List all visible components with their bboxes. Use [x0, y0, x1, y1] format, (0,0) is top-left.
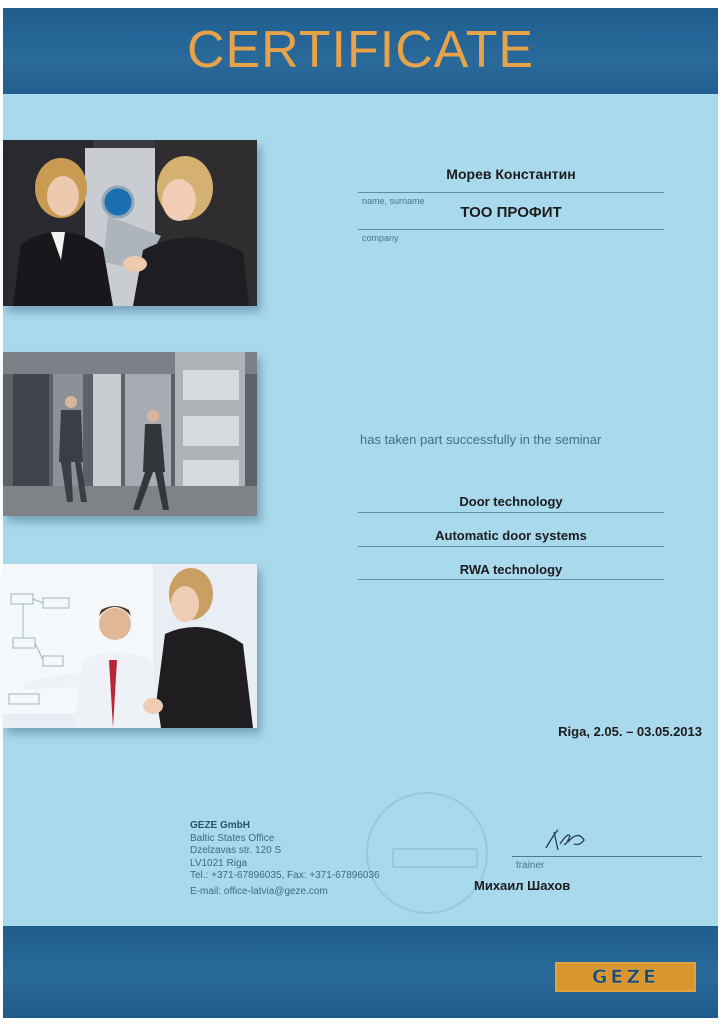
trainer-name: Михаил Шахов [474, 878, 571, 893]
seminar-topic: RWA technology [459, 562, 563, 577]
recipient-company: ТОО ПРОФИТ [460, 204, 562, 221]
seminar-topic: Automatic door systems [435, 528, 587, 543]
logo-text: GEZE [591, 966, 660, 988]
topic-underline [358, 512, 664, 513]
date-place: Riga, 2.05. – 03.05.2013 [558, 724, 702, 739]
seminar-topic: Door technology [459, 494, 563, 509]
name-underline [358, 192, 664, 193]
geze-logo [555, 962, 696, 992]
company-stamp-logo [392, 848, 478, 868]
address-city: LV1021 Riga [190, 857, 248, 869]
signature-line [512, 856, 702, 857]
seminar-intro: has taken part successfully in the seminar [360, 432, 602, 447]
address-street: Dzelzavas str. 120 S [190, 845, 282, 856]
address-email: E-mail: office-latvia@geze.com [190, 885, 328, 897]
certificate-title: CERTIFICATE [186, 21, 535, 79]
trainer-signature [540, 826, 590, 854]
trainer-label: trainer [516, 860, 545, 871]
topic-underline [358, 579, 664, 580]
address-office: Baltic States Office [190, 832, 275, 844]
topic-underline [358, 546, 664, 547]
photo-women-with-door [3, 140, 257, 306]
company-underline [358, 229, 664, 230]
header-band [3, 8, 718, 94]
address-company: GEZE GmbH [190, 820, 251, 831]
photo-presentation [3, 564, 257, 728]
company-label: company [362, 233, 399, 243]
name-label: name, surname [362, 196, 425, 206]
address-phone: Tel.: +371-67896035, Fax: +371-67896036 [190, 870, 380, 881]
company-address [190, 820, 380, 898]
photo-showroom [3, 352, 257, 516]
recipient-name: Морев Константин [446, 166, 576, 182]
